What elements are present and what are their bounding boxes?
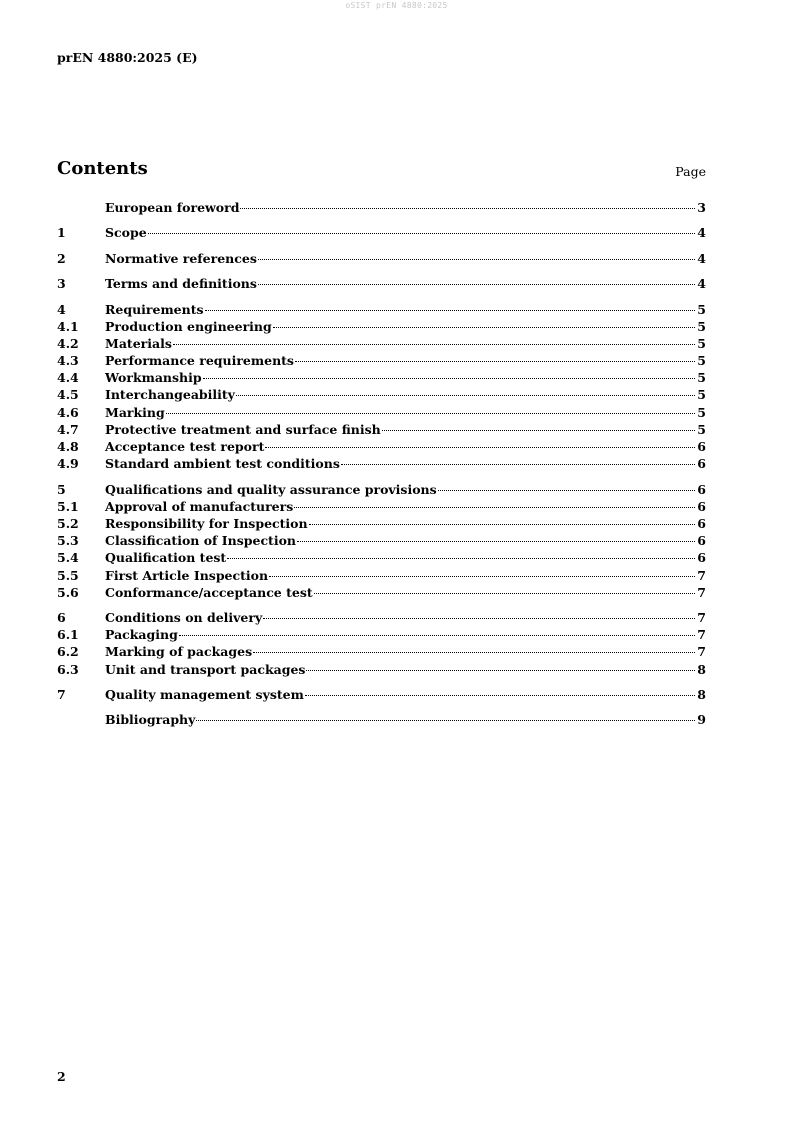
toc-heading — [57, 158, 706, 182]
dot-leader — [227, 558, 695, 559]
toc-entry[interactable] — [57, 627, 706, 644]
toc-entry-number: 4.3 — [57, 353, 79, 369]
dot-leader — [173, 344, 695, 345]
dot-leader — [179, 635, 695, 636]
toc-entry[interactable] — [57, 568, 706, 585]
toc-entry-page: 5 — [697, 301, 706, 317]
toc-entry-page: 8 — [697, 687, 706, 702]
dot-leader — [148, 233, 696, 234]
dot-leader — [240, 208, 695, 209]
page-number: 2 — [57, 1069, 66, 1084]
dot-leader — [253, 652, 695, 653]
toc-entry-title: Qualification test — [105, 550, 227, 566]
contents-title: Contents — [57, 158, 148, 179]
toc-entry-page: 7 — [697, 584, 706, 600]
dot-leader — [196, 720, 695, 721]
toc-entry-title: Conditions on delivery — [105, 610, 263, 626]
dot-leader — [263, 618, 695, 619]
toc-entry-page: 7 — [697, 627, 706, 643]
page-column-label: Page — [675, 164, 706, 179]
toc-entry-page: 4 — [697, 250, 706, 266]
toc-entry-number: 5.3 — [57, 533, 79, 549]
toc-entry[interactable] — [57, 439, 706, 456]
dot-leader — [273, 327, 696, 328]
toc-entry-page: 4 — [697, 276, 706, 292]
toc-entry-number: 5 — [57, 481, 66, 497]
toc-entry[interactable] — [57, 456, 706, 473]
toc-entry-title: Production engineering — [105, 318, 272, 334]
toc-entry-title: Scope — [105, 225, 147, 241]
dot-leader — [309, 524, 696, 525]
dot-leader — [438, 490, 696, 491]
toc-entry-page: 6 — [697, 439, 706, 454]
toc-entry[interactable] — [57, 422, 706, 439]
toc-entry-page: 5 — [697, 318, 706, 334]
dot-leader — [265, 447, 695, 448]
toc-entry-title: Marking — [105, 404, 165, 420]
toc-entry-page: 8 — [697, 661, 706, 677]
dot-leader — [341, 464, 695, 465]
toc-entry-number: 5.4 — [57, 550, 79, 566]
toc-entry-number: 4.9 — [57, 456, 79, 472]
toc-entry-number: 4.5 — [57, 387, 79, 403]
toc-entry-number: 6.2 — [57, 644, 79, 660]
toc-entry-page: 7 — [697, 644, 706, 660]
toc-entry[interactable] — [57, 687, 706, 704]
toc-entry[interactable] — [57, 319, 706, 336]
toc-entry-title: Protective treatment and surface finish — [105, 421, 381, 437]
toc-entry[interactable] — [57, 644, 706, 661]
toc-entry[interactable] — [57, 585, 706, 602]
table-of-contents — [57, 200, 706, 730]
dot-leader — [294, 507, 695, 508]
toc-entry-page: 3 — [697, 200, 706, 215]
toc-entry-page: 4 — [697, 225, 706, 241]
toc-entry-page: 6 — [697, 456, 706, 472]
toc-entry-page: 5 — [697, 370, 706, 386]
toc-entry-title: Classification of Inspection — [105, 533, 297, 549]
toc-entry[interactable] — [57, 533, 706, 550]
toc-entry-page: 5 — [697, 387, 706, 403]
toc-entry-number: 2 — [57, 250, 66, 266]
toc-entry[interactable] — [57, 225, 706, 242]
toc-entry-number: 4.8 — [57, 439, 79, 454]
toc-entry-number: 5.2 — [57, 515, 79, 531]
toc-entry-page: 9 — [697, 712, 706, 728]
toc-entry[interactable] — [57, 550, 706, 567]
toc-entry-page: 5 — [697, 335, 706, 351]
toc-entry-title: Interchangeability — [105, 387, 235, 403]
toc-entry-title: Responsibility for Inspection — [105, 515, 308, 531]
toc-entry[interactable] — [57, 336, 706, 353]
toc-entry-title: Packaging — [105, 627, 178, 643]
document-id: prEN 4880:2025 (E) — [57, 50, 198, 65]
dot-leader — [295, 361, 695, 362]
toc-entry-title: Normative references — [105, 250, 257, 266]
toc-entry[interactable] — [57, 387, 706, 404]
toc-entry-title: Materials — [105, 335, 172, 351]
dot-leader — [314, 593, 696, 594]
toc-entry-number: 6 — [57, 610, 66, 626]
toc-entry-title: Workmanship — [105, 370, 202, 386]
toc-entry-title: Acceptance test report — [105, 439, 265, 454]
toc-entry-title: Requirements — [105, 301, 204, 317]
toc-entry[interactable] — [57, 662, 706, 679]
toc-entry-number: 5.5 — [57, 567, 79, 583]
toc-entry-number: 5.6 — [57, 584, 79, 600]
toc-entry[interactable] — [57, 712, 706, 729]
toc-entry-title: Approval of manufacturers — [105, 498, 294, 514]
toc-entry-page: 6 — [697, 498, 706, 514]
toc-entry-title: Standard ambient test conditions — [105, 456, 340, 472]
dot-leader — [305, 695, 695, 696]
toc-entry-number: 4.1 — [57, 318, 79, 334]
toc-entry-title: Qualifications and quality assurance provisions — [105, 481, 437, 497]
toc-entry[interactable] — [57, 405, 706, 422]
dot-leader — [382, 430, 696, 431]
toc-entry-page: 5 — [697, 404, 706, 420]
toc-entry[interactable] — [57, 516, 706, 533]
toc-entry[interactable] — [57, 499, 706, 516]
toc-entry-title: Terms and definitions — [105, 276, 257, 292]
dot-leader — [297, 541, 695, 542]
toc-entry-title: Marking of packages — [105, 644, 253, 660]
toc-entry-number: 1 — [57, 225, 66, 241]
toc-entry-page: 6 — [697, 515, 706, 531]
toc-entry-number: 4.4 — [57, 370, 79, 386]
dot-leader — [258, 284, 695, 285]
toc-entry-page: 6 — [697, 550, 706, 566]
toc-entry-number: 6.3 — [57, 661, 79, 677]
dot-leader — [306, 670, 695, 671]
toc-entry-title: Quality management system — [105, 687, 304, 702]
dot-leader — [236, 395, 695, 396]
dot-leader — [258, 259, 695, 260]
toc-entry[interactable] — [57, 302, 706, 319]
dot-leader — [205, 310, 696, 311]
watermark: oSIST prEN 4880:2025 — [345, 1, 448, 10]
toc-entry-page: 5 — [697, 353, 706, 369]
toc-entry[interactable] — [57, 482, 706, 499]
toc-entry[interactable] — [57, 251, 706, 268]
toc-entry[interactable] — [57, 370, 706, 387]
dot-leader — [269, 576, 695, 577]
toc-entry-page: 6 — [697, 481, 706, 497]
toc-entry-title: Unit and transport packages — [105, 661, 306, 677]
toc-entry[interactable] — [57, 200, 706, 217]
toc-entry-number: 6.1 — [57, 627, 79, 643]
toc-entry-number: 4 — [57, 301, 66, 317]
toc-entry-number: 5.1 — [57, 498, 79, 514]
toc-entry-page: 7 — [697, 567, 706, 583]
toc-entry[interactable] — [57, 353, 706, 370]
toc-entry-number: 3 — [57, 276, 66, 292]
toc-entry-page: 5 — [697, 421, 706, 437]
toc-entry-title: Bibliography — [105, 712, 196, 728]
toc-entry-title: Conformance/acceptance test — [105, 584, 313, 600]
toc-entry-page: 6 — [697, 533, 706, 549]
toc-entry-title: European foreword — [105, 200, 240, 215]
toc-entry-page: 7 — [697, 610, 706, 626]
toc-entry[interactable] — [57, 610, 706, 627]
toc-entry-number: 4.6 — [57, 404, 79, 420]
dot-leader — [203, 378, 696, 379]
toc-entry-title: First Article Inspection — [105, 567, 269, 583]
toc-entry-number: 7 — [57, 687, 66, 702]
toc-entry[interactable] — [57, 276, 706, 293]
toc-entry-number: 4.2 — [57, 335, 79, 351]
toc-entry-title: Performance requirements — [105, 353, 294, 369]
dot-leader — [166, 413, 696, 414]
toc-entry-number: 4.7 — [57, 421, 79, 437]
